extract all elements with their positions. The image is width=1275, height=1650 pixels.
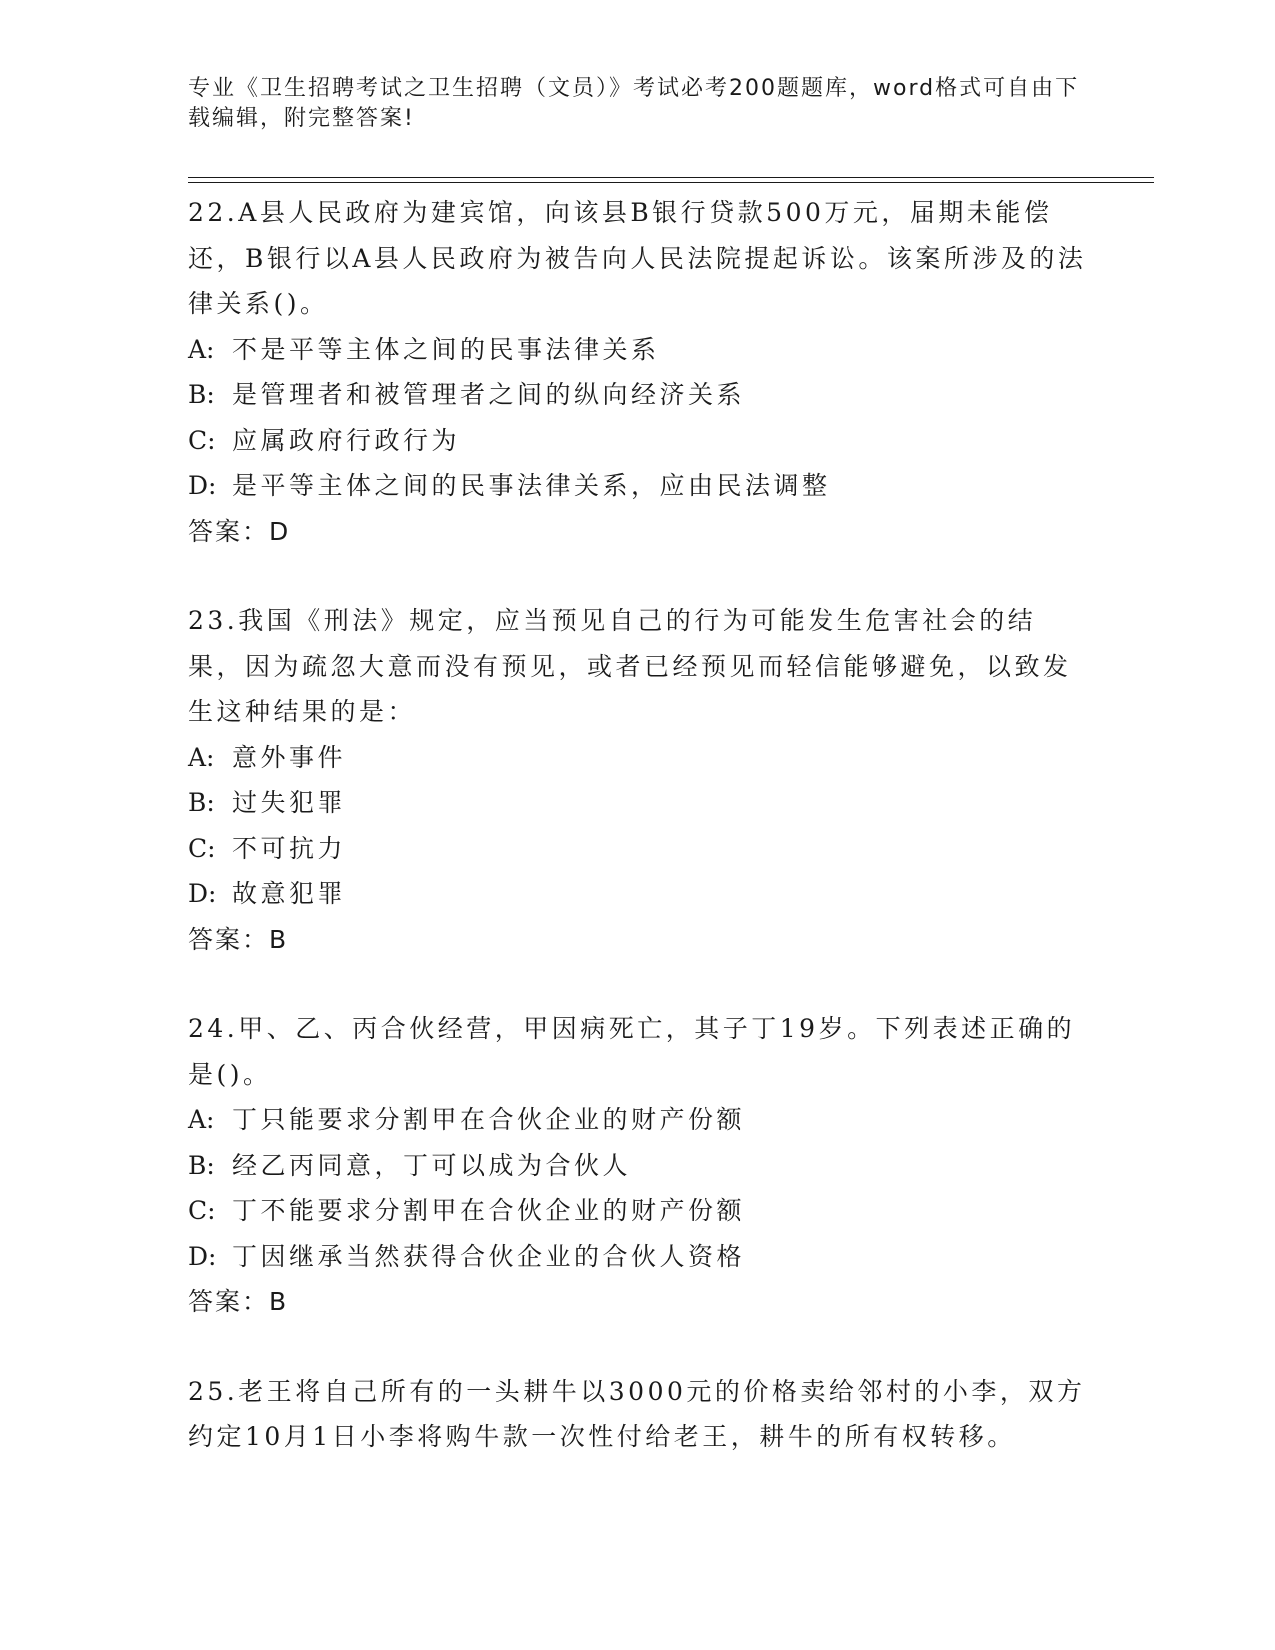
option-key: C: [188,1196,216,1225]
option-d [188,1234,1088,1280]
option-text: 故意犯罪 [232,879,347,908]
question-list [188,190,1088,1504]
question-stem: 25.老王将自己所有的一头耕牛以3000元的价格卖给邻村的小李，双方约定10月1日小李将购牛款一次性付给老王，耕牛的所有权转移。 [188,1376,1086,1451]
question-23 [188,598,1088,962]
option-key: B: [188,788,215,817]
option-key: A: [188,1105,215,1134]
option-text: 丁因继承当然获得合伙企业的合伙人资格 [232,1241,746,1271]
document-header: 专业《卫生招聘考试之卫生招聘（文员）》考试必考200题题库，word格式可自由下载编辑，附完整答案! [188,76,1080,131]
option-text: 不是平等主体之间的民事法律关系 [232,334,660,364]
option-d [188,871,1088,917]
option-key: A: [188,742,215,772]
answer-line: 答案：B [188,1287,289,1316]
option-c [188,826,1088,872]
option-c [188,1188,1088,1234]
question-stem: 24.甲、乙、丙合伙经营，甲因病死亡，其子丁19岁。下列表述正确的是()。 [188,1014,1076,1089]
option-text: 应属政府行政行为 [232,425,461,455]
option-d [188,463,1088,509]
option-c [188,418,1088,464]
header-rule-top [188,177,1154,178]
option-b [188,1143,1088,1189]
question-24 [188,1006,1088,1325]
header-rule-bottom [188,182,1154,183]
option-text: 过失犯罪 [232,788,347,817]
option-key: C: [188,833,216,863]
question-stem: 22.A县人民政府为建宾馆，向该县B银行贷款500万元，届期未能偿还，B银行以A县人民政府为被告向人民法院提起诉讼。该案所涉及的法律关系()。 [188,198,1087,318]
option-a [188,1097,1088,1143]
answer-line: 答案：D [188,516,291,546]
option-key: A: [188,334,215,364]
option-text: 不可抗力 [232,833,347,863]
option-b [188,372,1088,418]
question-25 [188,1369,1088,1460]
option-text: 经乙丙同意，丁可以成为合伙人 [232,1150,632,1180]
question-stem: 23.我国《刑法》规定，应当预见自己的行为可能发生危害社会的结果，因为疏忽大意而没有预见，或者已经预见而轻信能够避免，以致发生这种结果的是： [188,606,1072,726]
option-text: 是平等主体之间的民事法律关系，应由民法调整 [232,471,831,500]
option-a [188,735,1088,781]
option-text: 丁不能要求分割甲在合伙企业的财产份额 [232,1196,746,1225]
option-key: C: [188,425,216,455]
option-key: B: [188,1150,215,1180]
question-22 [188,190,1088,554]
option-key: D: [188,471,217,500]
option-key: D: [188,1241,217,1271]
answer-line: 答案：B [188,924,289,954]
option-b [188,780,1088,826]
option-text: 丁只能要求分割甲在合伙企业的财产份额 [232,1105,746,1134]
option-text: 是管理者和被管理者之间的纵向经济关系 [232,380,746,409]
option-a [188,327,1088,373]
option-key: D: [188,879,217,908]
option-key: B: [188,380,215,409]
option-text: 意外事件 [232,742,347,772]
